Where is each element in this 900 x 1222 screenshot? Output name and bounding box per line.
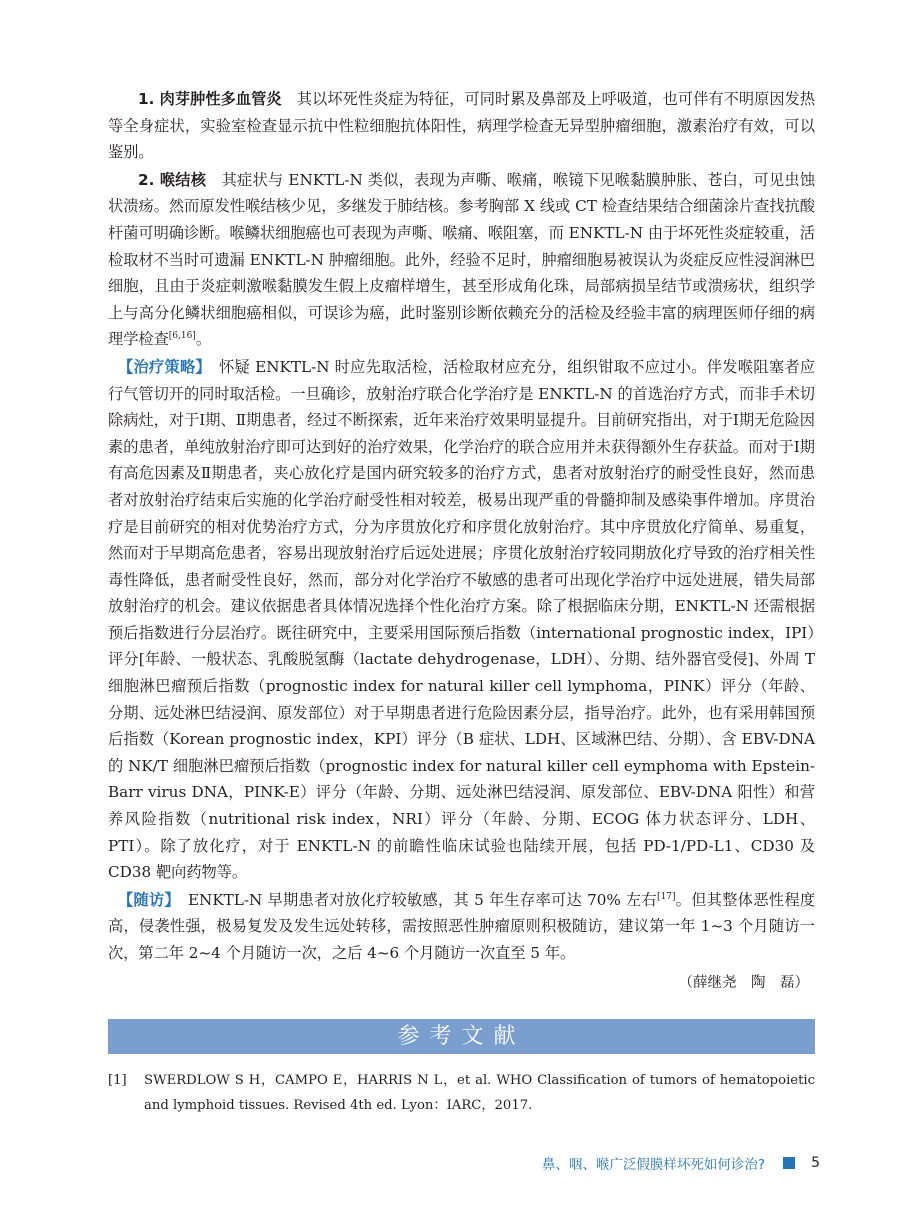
- section-heading-treatment: 【治疗策略】: [118, 357, 204, 376]
- section-heading-follow-up: 【随访】: [118, 890, 173, 909]
- reference-number: [1]: [108, 1073, 127, 1088]
- main-content: [108, 86, 815, 992]
- paragraph-granulomatosis: [108, 86, 815, 166]
- page-number: 5: [811, 1155, 820, 1171]
- author-signature: （薛继尧 陶 磊）: [678, 974, 809, 991]
- reference-list: [108, 1068, 815, 1118]
- references-banner: 参考文献: [108, 1019, 815, 1054]
- reference-text: SWERDLOW S H，CAMPO E，HARRIS N L，et al. WHO Classification of tumors of hematopoietic and lymphoid tissues. Revised 4th ed. Lyon：IARC，2017.: [144, 1073, 815, 1113]
- paragraph-text: 其以坏死性炎症为特征，可同时累及鼻部及上呼吸道，也可伴有不明原因发热等全身症状，实验室检查显示抗中性粒细胞抗体阳性，病理学检查无异型肿瘤细胞，激素治疗有效，可以鉴别。: [108, 90, 816, 162]
- paragraph-text: 其症状与 ENKTL-N 类似，表现为声嘶、喉痛，喉镜下见喉黏膜肿胀、苍白，可见虫蚀状溃疡。然而原发性喉结核少见，多继发于肺结核。参考胸部 X 线或 CT 检查结果结合细菌涂片查找抗酸杆菌可明确诊断。喉鳞状细胞癌也可表现为声嘶、喉痛、喉阻塞，而 ENKTL-N 由于坏死性炎症较重，活检取材不当时可遗漏 ENKTL-N 肿瘤细胞。此外，经验不足时，肿瘤细胞易被误认为炎症反应性浸润淋巴细胞，且由于炎症刺激喉黏膜发生假上皮瘤样增生，甚至形成角化珠，局部病损呈结节或溃疡状，组织学上与高分化鳞状细胞癌相似，可误诊为癌，此时鉴别诊断依赖充分的活检及经验丰富的病理医师仔细的病理学检查: [108, 170, 816, 349]
- paragraph-laryngeal-tb: [108, 167, 815, 353]
- running-title: 鼻、咽、喉广泛假膜样坏死如何诊治?: [541, 1157, 766, 1173]
- square-marker-icon: [783, 1157, 795, 1169]
- paragraph-follow-up: [108, 887, 815, 967]
- paragraph-text: 怀疑 ENKTL-N 时应先取活检，活检取材应充分，组织钳取不应过小。伴发喉阻塞者应行气管切开的同时取活检。一旦确诊，放射治疗联合化学治疗是 ENKTL-N 的首选治疗方式，而非手术切除病灶，对于Ⅰ期、Ⅱ期患者，经过不断探索，近年来治疗效果明显提升。目前研究指出，对于Ⅰ期无危险因素的患者，单纯放射治疗即可达到好的治疗效果，化学治疗的联合应用并未获得额外生存获益。而对于Ⅰ期有高危因素及Ⅱ期患者，夹心放化疗是国内研究较多的治疗方式，患者对放射治疗的耐受性良好，然而患者对放射治疗结束后实施的化学治疗耐受性相对较差，极易出现严重的骨髓抑制及感染事件增加。序贯治疗是目前研究的相对优势治疗方式，分为序贯放化疗和序贯化放射治疗。其中序贯放化疗简单、易重复，然而对于早期高危患者，容易出现放射治疗后远处进展；序贯化放射治疗较同期放化疗导致的治疗相关性毒性降低，患者耐受性良好，然而，部分对化学治疗不敏感的患者可出现化学治疗中远处进展，错失局部放射治疗的机会。建议依据患者具体情况选择个性化治疗方案。除了根据临床分期，ENKTL-N 还需根据预后指数进行分层治疗。既往研究中，主要采用国际预后指数（international prognostic index，IPI）评分[年龄、一般状态、乳酸脱氢酶（lactate dehydrogenase，LDH）、分期、结外器官受侵]、外周 T 细胞淋巴瘤预后指数（prognostic index for natural killer cell lymphoma，PINK）评分（年龄、分期、远处淋巴结浸润、原发部位）对于早期患者进行危险因素分层，指导治疗。此外，也有采用韩国预后指数（Korean prognostic index，KPI）评分（B 症状、LDH、区域淋巴结、分期）、含 EBV-DNA 的 NK/T 细胞淋巴瘤预后指数（prognostic index for natural killer cell eymphoma with Epstein-Barr virus DNA，PINK-E）评分（年龄、分期、远处淋巴结浸润、原发部位、EBV-DNA 阳性）和营养风险指数（nutritional risk index，NRI）评分（年龄、分期、ECOG 体力状态评分、LDH、PTI）。除了放化疗，对于 ENKTL-N 的前瞻性临床试验也陆续开展，包括 PD-1/PD-L1、CD30 及 CD38 靶向药物等。: [108, 357, 816, 882]
- subheading-laryngeal-tb: 2. 喉结核: [138, 170, 207, 189]
- citation: [17]: [657, 891, 676, 902]
- paragraph-text: 。但其整体恶性程度高，侵袭性强，极易复发及发生远处转移，需按照恶性肿瘤原则积极随访，建议第一年 1~3 个月随访一次，第二年 2~4 个月随访一次，之后 4~6 个月随访一次直至 5 年。: [108, 890, 816, 962]
- paragraph-treatment: [108, 354, 815, 886]
- paragraph-text-end: 。: [195, 330, 211, 349]
- subheading-granulomatosis: 1. 肉芽肿性多血管炎: [138, 90, 282, 108]
- page-footer: [540, 1150, 820, 1176]
- citation: [6,16]: [168, 331, 196, 342]
- reference-item: [108, 1068, 815, 1118]
- paragraph-text: ENKTL-N 早期患者对放化疗较敏感，其 5 年生存率可达 70% 左右: [187, 890, 657, 909]
